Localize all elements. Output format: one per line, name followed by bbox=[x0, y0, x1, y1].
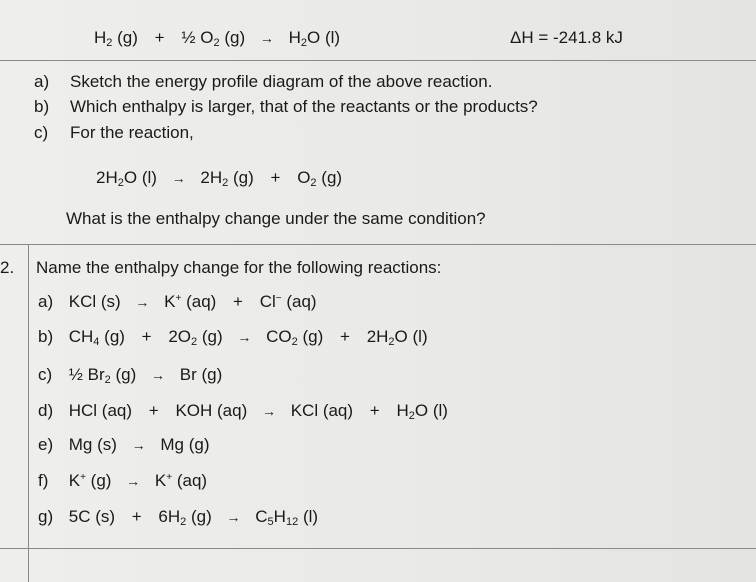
state: (g) bbox=[90, 471, 112, 490]
chem-text: CO bbox=[266, 327, 292, 346]
subscript: 2 bbox=[213, 37, 220, 49]
state: (aq) bbox=[186, 292, 217, 311]
item-label: b) bbox=[38, 327, 54, 346]
chem-text: 2H bbox=[96, 168, 118, 187]
plus-sign: + bbox=[369, 401, 380, 420]
chem-text: Br bbox=[87, 365, 105, 384]
state: (g) bbox=[104, 327, 125, 346]
item-label: a) bbox=[38, 292, 54, 311]
q2-item-f bbox=[38, 471, 207, 491]
chem-text: 5C (s) bbox=[68, 507, 116, 526]
chem-text: KCl (s) bbox=[68, 292, 121, 311]
state: (g) bbox=[321, 168, 343, 187]
plus-sign: + bbox=[148, 401, 159, 420]
state: (l) bbox=[432, 401, 448, 420]
chem-text: HCl (aq) bbox=[68, 401, 133, 420]
header-reaction bbox=[94, 28, 340, 48]
chem-text: CH bbox=[68, 327, 94, 346]
state: (l) bbox=[302, 507, 319, 526]
subscript: 2 bbox=[180, 516, 187, 528]
state: (g) bbox=[191, 507, 212, 526]
arrow-icon: → bbox=[131, 437, 146, 453]
arrow-icon: → bbox=[151, 367, 166, 383]
part-label: b) bbox=[34, 97, 50, 116]
arrow-icon: → bbox=[226, 509, 241, 525]
chem-text: Cl bbox=[259, 292, 276, 311]
q1-part-c bbox=[34, 123, 194, 143]
chem-text: Mg (s) bbox=[68, 435, 117, 454]
chem-text: O bbox=[200, 28, 214, 47]
chem-text: 6H bbox=[158, 507, 181, 526]
item-label: c) bbox=[38, 365, 53, 384]
state: (l) bbox=[141, 168, 157, 187]
subscript: 2 bbox=[310, 177, 317, 189]
part-text: Sketch the energy profile diagram of the above reaction. bbox=[70, 72, 493, 91]
item-label: e) bbox=[38, 435, 54, 454]
chem-text: K bbox=[68, 471, 81, 490]
superscript: + bbox=[175, 293, 182, 304]
q2-item-d bbox=[38, 401, 448, 421]
part-text: For the reaction, bbox=[70, 123, 194, 142]
chem-text: O bbox=[414, 401, 429, 420]
superscript: + bbox=[166, 472, 173, 483]
subscript: 2 bbox=[388, 336, 395, 348]
item-label: g) bbox=[38, 507, 54, 526]
part-label: c) bbox=[34, 123, 49, 142]
chem-text: C bbox=[255, 507, 268, 526]
state: (l) bbox=[412, 327, 428, 346]
item-label: d) bbox=[38, 401, 54, 420]
arrow-icon: → bbox=[261, 403, 276, 419]
q2-item-c bbox=[38, 365, 222, 385]
chem-text: KOH (aq) bbox=[175, 401, 248, 420]
chem-text: Mg (g) bbox=[160, 435, 210, 454]
q2-item-a bbox=[38, 292, 317, 312]
subscript: 4 bbox=[93, 336, 100, 348]
chem-text: H bbox=[94, 28, 107, 47]
chem-text: O bbox=[297, 168, 311, 187]
state: (g) bbox=[115, 365, 137, 384]
subscript: 2 bbox=[191, 336, 198, 348]
q2-item-g bbox=[38, 507, 318, 527]
superscript: − bbox=[275, 293, 282, 304]
plus-sign: + bbox=[131, 507, 142, 526]
plus-sign: + bbox=[141, 327, 152, 346]
divider bbox=[0, 60, 756, 61]
delta-h-value: ΔH = -241.8 kJ bbox=[510, 28, 623, 47]
superscript: + bbox=[80, 472, 86, 483]
state: (g) bbox=[201, 327, 223, 346]
q1-c-equation bbox=[96, 168, 342, 188]
arrow-icon: → bbox=[171, 170, 186, 186]
coefficient: ½ bbox=[181, 28, 196, 47]
plus-sign: + bbox=[233, 292, 243, 311]
chem-text: KCl (aq) bbox=[290, 401, 354, 420]
subscript: 5 bbox=[267, 516, 274, 528]
chem-text: 2O bbox=[168, 327, 192, 346]
chem-text: K bbox=[154, 471, 167, 490]
subscript: 2 bbox=[117, 177, 124, 189]
subscript: 2 bbox=[291, 336, 298, 348]
state: (g) bbox=[302, 327, 324, 346]
arrow-icon: → bbox=[237, 329, 252, 345]
subscript: 2 bbox=[222, 177, 229, 189]
arrow-icon: → bbox=[259, 30, 274, 46]
q1-c-question: What is the enthalpy change under the same condition? bbox=[66, 209, 486, 228]
part-label: a) bbox=[34, 72, 50, 91]
chem-text: O bbox=[394, 327, 408, 346]
state: (g) bbox=[233, 168, 254, 187]
arrow-icon: → bbox=[135, 294, 150, 310]
divider bbox=[0, 244, 756, 245]
q2-number: 2. bbox=[0, 258, 15, 277]
state: (g) bbox=[224, 28, 246, 47]
q2-item-b bbox=[38, 327, 428, 347]
chem-text: O bbox=[307, 28, 321, 47]
margin-line bbox=[28, 244, 29, 582]
chem-text: O bbox=[123, 168, 138, 187]
q1-part-a bbox=[34, 72, 492, 92]
chem-text: K bbox=[164, 292, 176, 311]
state: (g) bbox=[117, 28, 138, 47]
state: (l) bbox=[324, 28, 341, 47]
coefficient: ½ bbox=[68, 365, 83, 384]
chem-text: H bbox=[273, 507, 286, 526]
q2-item-e bbox=[38, 435, 210, 455]
chem-text: Br (g) bbox=[179, 365, 223, 384]
chem-text: H bbox=[396, 401, 409, 420]
subscript: 12 bbox=[285, 516, 299, 528]
item-label: f) bbox=[38, 471, 49, 490]
subscript: 2 bbox=[408, 410, 415, 422]
subscript: 2 bbox=[104, 374, 111, 386]
part-text: Which enthalpy is larger, that of the reactants or the products? bbox=[70, 97, 538, 116]
state: (aq) bbox=[176, 471, 208, 490]
divider bbox=[0, 548, 756, 549]
plus-sign: + bbox=[340, 327, 350, 346]
chem-text: 2H bbox=[200, 168, 223, 187]
q1-part-b bbox=[34, 97, 538, 117]
arrow-icon: → bbox=[126, 473, 141, 489]
plus-sign: + bbox=[270, 168, 281, 187]
chem-text: 2H bbox=[366, 327, 389, 346]
q2-title: Name the enthalpy change for the following reactions: bbox=[36, 258, 442, 277]
state: (aq) bbox=[286, 292, 317, 311]
subscript: 2 bbox=[300, 37, 307, 49]
subscript: 2 bbox=[106, 37, 113, 49]
chem-text: H bbox=[288, 28, 301, 47]
plus-sign: + bbox=[154, 28, 165, 47]
